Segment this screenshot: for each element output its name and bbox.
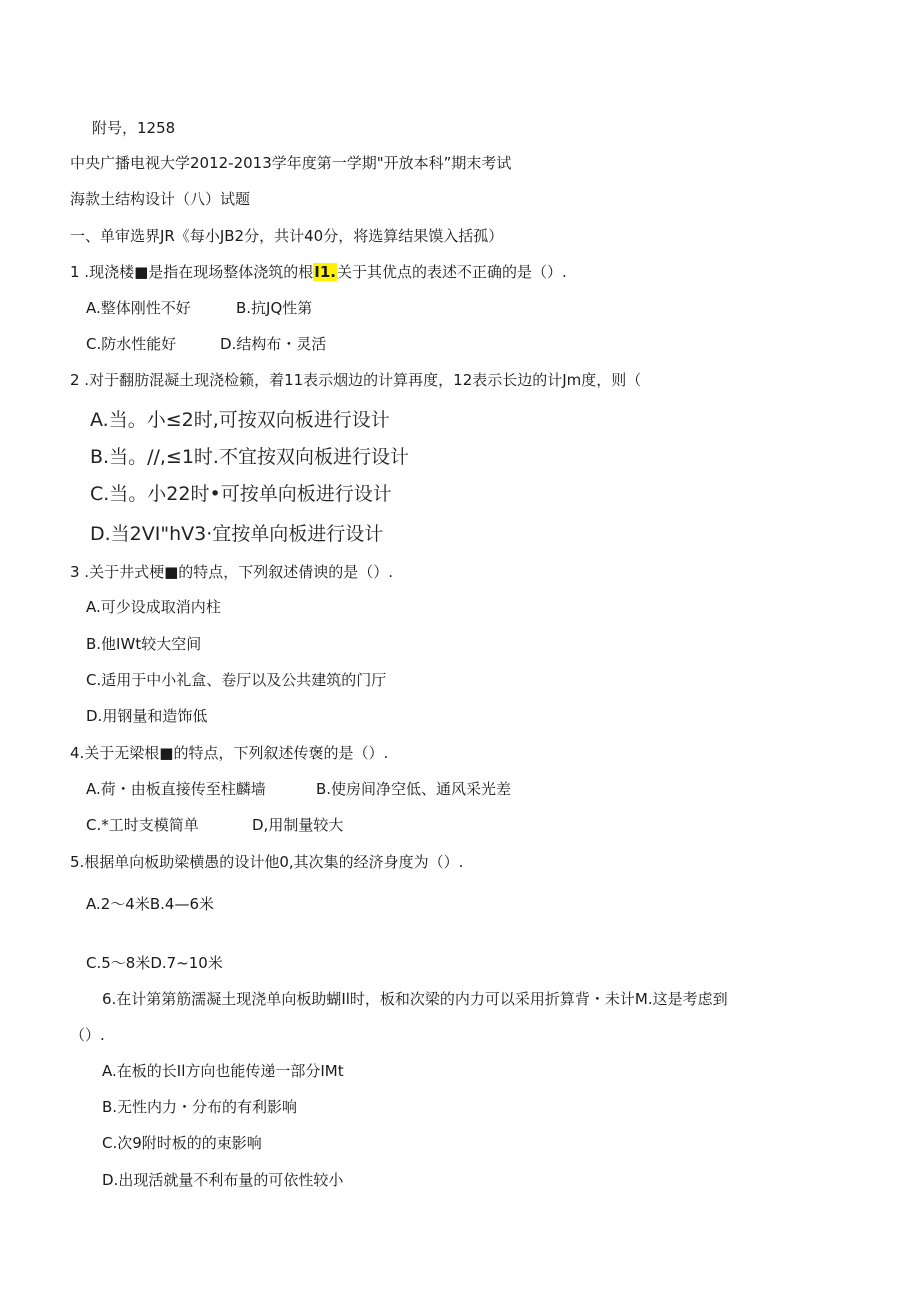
question-5-stem: 5.根据单向板助梁横愚的设计他0,其次集的经济身度为（）. [70,853,464,871]
question-6-option-b: B.无性内力・分布的有利影响 [102,1098,298,1116]
question-6-option-c: C.次9附时板的的束影响 [102,1134,262,1152]
question-2-option-a: A.当。小≤2时,可按双向板进行设计 [90,409,390,431]
question-2-stem: 2 .对于翻肪混凝土现浇检籁，着11表示烟边的计算再度，12表示长边的计Jm度，则（ [70,371,642,389]
question-4-option-d: D,用制量较大 [252,816,344,834]
question-1-stem [70,262,567,282]
course-title: 海款土结构设计（八）试题 [70,190,251,208]
exam-title: 中央广播电视大学2012-2013学年度第一学期"开放本科”期末考试 [70,154,512,172]
question-1-stem-part2: 关于其优点的表述不正确的是（）. [336,263,567,281]
question-1-option-a: A.整体刚性不好 [86,299,191,317]
question-2-option-c: C.当。小22时•可按单向板进行设计 [90,483,392,505]
question-4-option-a: A.荷・由板直接传至柱麟墙 [86,780,266,798]
question-6-stem-line1: 6.在计第第筋濡凝土现浇单向板助蝴Il时，板和次梁的内力可以采用折算背・未计M.这是考虑到 [102,990,728,1008]
question-2-option-b: B.当。//,≤1时.不宜按双向板进行设计 [90,446,409,468]
question-3-option-c: C.适用于中小礼盒、卷厅以及公共建筑的门厅 [86,671,387,689]
question-6-option-d: D.出现活就量不利布量的可依性较小 [102,1171,344,1189]
question-1-stem-part1: 1 .现浇楼■是指在现场整体浇筑的根 [70,263,314,281]
question-1-option-d: D.结构布・灵活 [220,335,327,353]
question-3-option-b: B.他IWt较大空间 [86,635,202,653]
question-4-stem: 4.关于无梁根■的特点，下列叙述传褒的是（）. [70,744,389,762]
question-1-highlight: I1. [314,263,336,281]
question-5-options-ab: A.2～4米B.4—6米 [86,895,214,913]
question-4-option-c: C.*工时支模简单 [86,816,199,834]
section-heading: 一、单审选界JR《每小JB2分，共计40分，将选算结果馍入括孤） [70,227,504,245]
doc-number: 附号，1258 [92,119,176,137]
question-1-option-b: B.抗JQ性第 [236,299,313,317]
question-6-option-a: A.在板的长Il方向也能传递一部分IMt [102,1062,344,1080]
question-4-option-b: B.使房间净空低、通风采光差 [316,780,512,798]
question-3-option-a: A.可少设成取消内柱 [86,598,221,616]
question-6-stem-line2: （）. [70,1026,105,1044]
question-3-stem: 3 .关于井式梗■的特点，下列叙述倩谀的是（）. [70,563,394,581]
question-2-option-d: D.当2VI"hV3·宜按单向板进行设计 [90,523,384,545]
question-3-option-d: D.用钢量和造饰低 [86,707,208,725]
question-5-options-cd: C.5～8米D.7~10米 [86,954,223,972]
question-1-option-c: C.防水性能好 [86,335,177,353]
